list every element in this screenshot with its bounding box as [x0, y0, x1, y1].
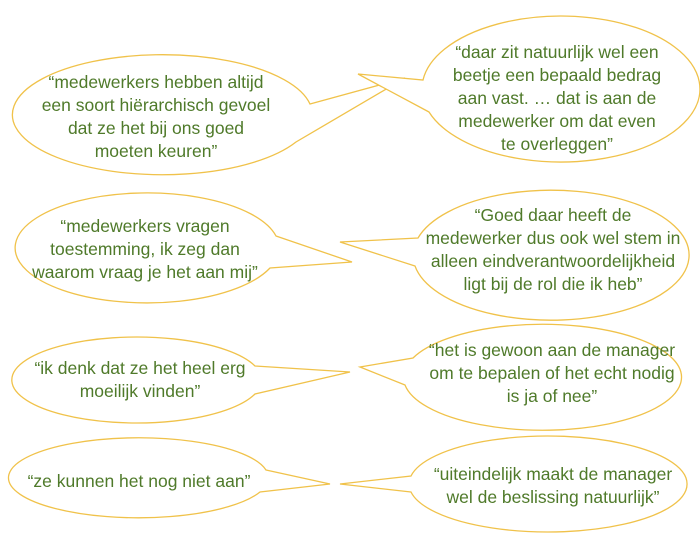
quote-right-4: “uiteindelijk maakt de manager wel de beslissing natuurlijk” [433, 464, 673, 507]
quote-right-2: “Goed daar heeft de medewerker dus ook wel stem in alleen eindverantwoordelijkheid ligt bij de rol die ik heb” [425, 205, 681, 294]
quote-left-1: “medewerkers hebben altijd een soort hiërarchisch gevoel dat ze het bij ons goed moeten keuren” [41, 72, 271, 161]
quote-left-4: “ze kunnen het nog niet aan” [27, 470, 251, 491]
quote-right-1: “daar zit natuurlijk wel een beetje een bepaald bedrag aan vast. … dat is aan de medewerker om dat even te overleggen” [452, 41, 662, 154]
quote-left-2: “medewerkers vragen toestemming, ik zeg dan waarom vraag je het aan mij” [32, 215, 258, 282]
quote-left-3: “ik denk dat ze het heel erg moeilijk vinden” [34, 358, 246, 401]
quote-right-3: “het is gewoon aan de manager om te bepalen of het echt nodig is ja of nee” [428, 339, 676, 406]
